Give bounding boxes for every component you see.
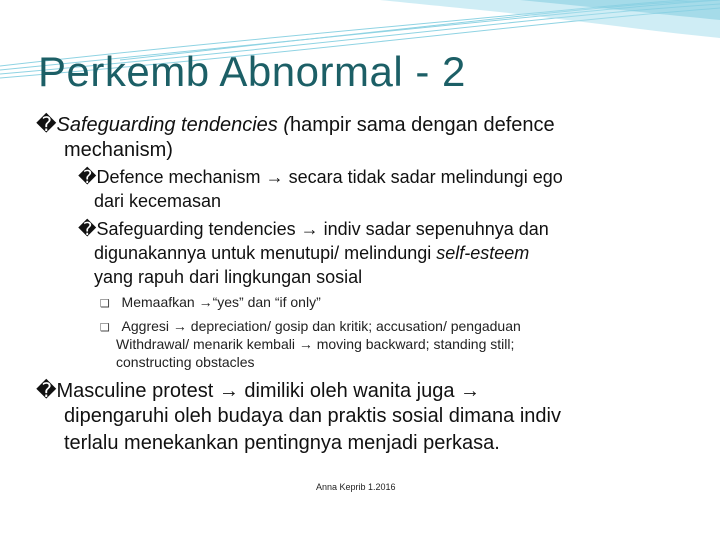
arrow-icon: → <box>460 380 481 402</box>
arrow-icon: → <box>265 167 284 187</box>
item-text: moving backward; standing still; <box>312 336 515 352</box>
bullet-icon: � <box>36 378 57 402</box>
item-text: Masculine protest <box>56 380 219 402</box>
item-term: Safeguarding tendencies ( <box>56 114 291 136</box>
bullet-icon: � <box>78 219 97 240</box>
item-text: Memaafkan <box>121 294 199 310</box>
item-text: indiv sadar sepenuhnya dan <box>318 219 549 239</box>
bullet-icon: ❑ <box>100 297 110 310</box>
bullet-icon: � <box>78 167 97 188</box>
footer-text: Anna Keprib 1.2016 <box>316 482 396 492</box>
list-item-continuation: dipengaruhi oleh budaya dan praktis sosial dimana indiv <box>64 405 561 427</box>
list-item-continuation: constructing obstacles <box>116 354 255 370</box>
item-text: secara tidak sadar melindungi ego <box>283 167 563 187</box>
arrow-icon: → <box>218 380 239 402</box>
arrow-icon: → <box>198 294 213 310</box>
arrow-icon: → <box>298 336 313 352</box>
item-text: depreciation/ gosip dan kritik; accusation/ pengaduan <box>186 318 521 334</box>
list-item <box>100 318 521 334</box>
arrow-icon: → <box>300 219 319 239</box>
list-item <box>36 378 480 403</box>
item-text: Defence mechanism <box>96 167 261 187</box>
list-item-continuation: mechanism) <box>64 139 173 161</box>
item-text: Aggresi <box>121 318 173 334</box>
item-text: dimiliki oleh wanita juga <box>238 380 461 402</box>
item-text: Safeguarding tendencies <box>96 219 296 239</box>
item-text: “yes” dan “if only” <box>212 294 321 310</box>
list-item <box>78 167 563 188</box>
list-item-continuation: yang rapuh dari lingkungan sosial <box>94 267 363 287</box>
list-item-continuation <box>116 336 514 352</box>
arrow-icon: → <box>172 318 187 334</box>
list-item <box>78 219 549 240</box>
page-title: Perkemb Abnormal - 2 <box>38 48 466 95</box>
item-text: Withdrawal/ menarik kembali <box>116 336 299 352</box>
list-item <box>36 112 555 137</box>
list-item-continuation <box>94 243 529 264</box>
item-term: self-esteem <box>436 243 530 263</box>
bullet-icon: ❑ <box>100 321 110 334</box>
bullet-icon: � <box>36 112 57 136</box>
item-text: hampir sama dengan defence <box>290 114 555 136</box>
list-item <box>100 294 321 310</box>
item-text: digunakannya untuk menutupi/ melindungi <box>94 243 437 263</box>
list-item-continuation: dari kecemasan <box>94 191 222 211</box>
list-item-continuation: terlalu menekankan pentingnya menjadi perkasa. <box>64 432 500 454</box>
